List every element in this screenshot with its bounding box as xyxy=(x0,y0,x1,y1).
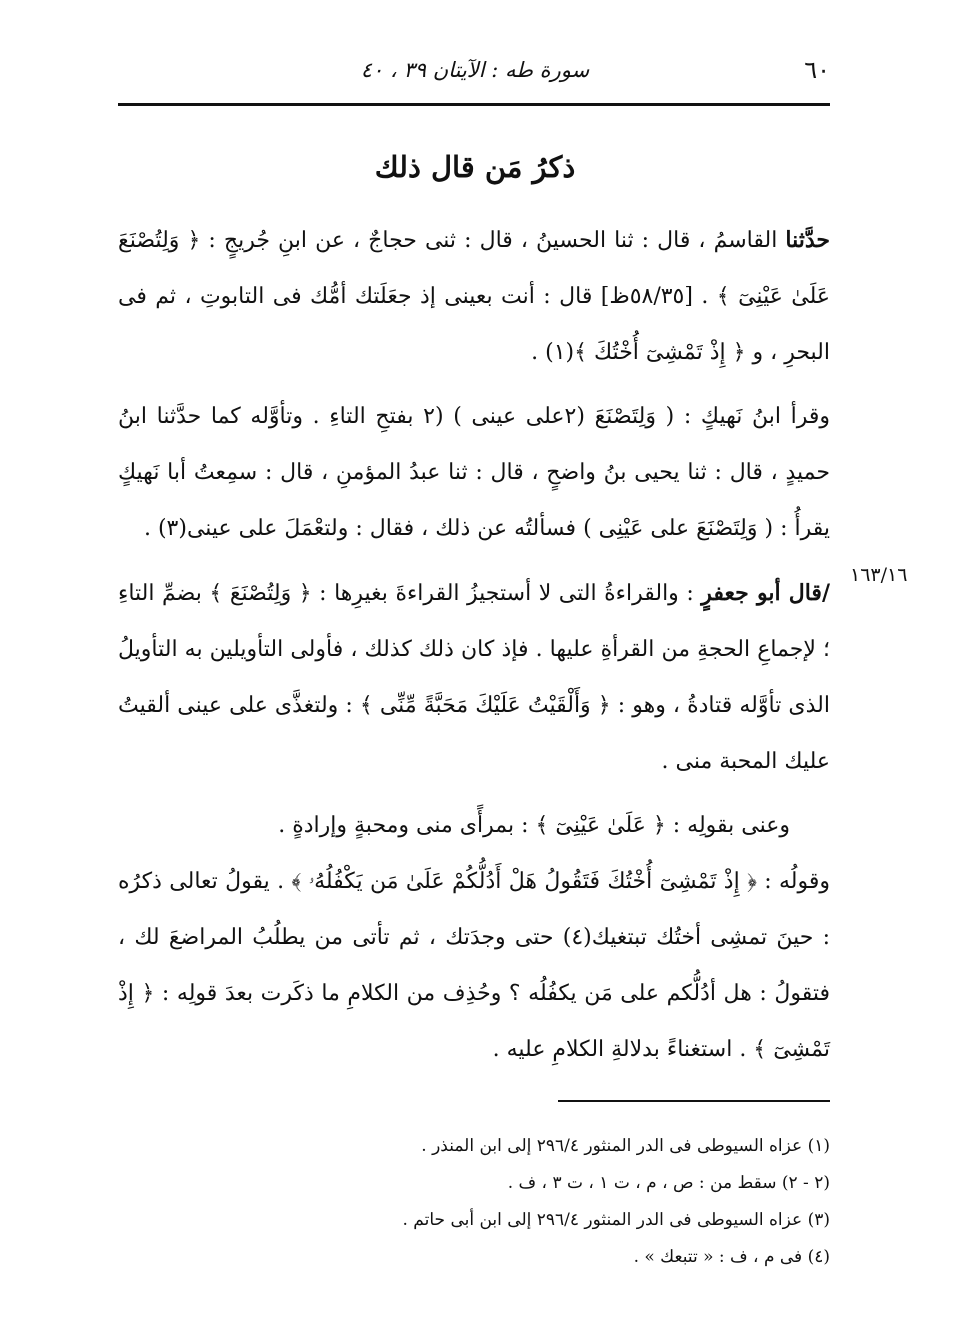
paragraph-text: : والقراءةُ التى لا أستجيزُ القراءةَ بغيرِها : ﴿ وَلِتُصْنَعَ ﴾ بضمِّ التاءِ ؛ لإجماعِ الحجةِ من القرأةِ عليها . فإذ كان ذلك كذلك ، فأولى التأويلين به التأويلُ الذى تأوَّله قتادةُ ، وهو : ﴿ وَأَلْقَيْتُ عَلَيْكَ مَحَبَّةً مِّنِّى ﴾ : ولتغذَّى على عينى ألقيتُ عليك المحبة منى . xyxy=(118,581,830,774)
paragraph-text: وعنى بقولِه : ﴿ عَلَىٰ عَيْنِىٓ ﴾ : بمرأًى منى ومحبةٍ وإرادةٍ . xyxy=(278,813,790,838)
footnote-rule xyxy=(558,1100,830,1102)
footnote: (٢ - ٢) سقط من : ص ، م ، ت ١ ، ت ٣ ، ف . xyxy=(507,1173,830,1193)
paragraph xyxy=(118,854,830,1078)
running-header xyxy=(120,52,830,92)
header-title: سورة طه : الآيتان ٣٩ ، ٤٠ xyxy=(360,58,590,82)
margin-reference: ١٦٣/١٦ xyxy=(850,564,908,586)
footnotes xyxy=(118,1128,830,1276)
footnote: (٤) فى م ، ف : « تتبعك » . xyxy=(633,1247,830,1267)
header-rule xyxy=(118,103,830,106)
footnote: (٣) عزاه السيوطى فى الدر المنثور ٢٩٦/٤ إلى ابن أبى حاتم . xyxy=(402,1210,830,1230)
section-heading: ذكرُ مَن قال ذلك xyxy=(374,150,576,184)
paragraph xyxy=(118,212,830,381)
body-text xyxy=(118,212,830,1078)
paragraph-text: وقولُه : ﴿ إِذْ تَمْشِىٓ أُخْتُكَ فَتَقُولُ هَلْ أَدُلُّكُمْ عَلَىٰ مَن يَكْفُلُهُۥ ﴾ . يقولُ تعالى ذكرُه : حينَ تمشِى أختُك تبتغيك(٤) حتى وجدَتك ، ثم تأتى من يطلُبُ المراضعَ لك ، فتقولُ : هل أدُلُّكم على مَن يكفُلُه ؟ وحُذِف من الكلامِ ما ذكَرت بعدَ قولِه : ﴿ إِذْ تَمْشِىٓ ﴾ . استغناءً بدلالةِ الكلامِ عليه . xyxy=(118,869,830,1062)
paragraph-lead: حدَّثنا xyxy=(785,227,830,253)
paragraph xyxy=(118,565,830,790)
paragraph xyxy=(118,389,830,557)
paragraph-text: وقرأ ابنُ نَهيكٍ : ( وَلِتَصْنَعَ (٢على عينى ) (٢ بفتحِ التاءِ . وتأوَّله كما حدَّثنا ابنُ حميدٍ ، قال : ثنا يحيى بنُ واضحٍ ، قال : ثنا عبدُ المؤمنِ ، قال : سمِعتُ أبا نَهيكٍ يقرأُ : ( وَلِتَصْنَعَ على عَيْنِى ) فسألتُه عن ذلك ، فقال : ولتعْمَلَ على عينى(٣) . xyxy=(118,404,830,541)
paragraph xyxy=(118,798,830,854)
paragraph-text: القاسمُ ، قال : ثنا الحسينُ ، قال : ثنى حجاجٌ ، عن ابنِ جُريجٍ : ﴿ وَلِتُصْنَعَ عَلَىٰ عَيْنِىٓ ﴾ . [٥٨/٣٥ظ] قال : أنت بعينى إذ جعَلَتك أمُّك فى التابوتِ ، ثم فى البحرِ ، و ﴿ إِذْ تَمْشِىٓ أُخْتُكَ ﴾(١) . xyxy=(118,228,830,365)
page-number: ٦٠ xyxy=(804,56,830,84)
footnote: (١) عزاه السيوطى فى الدر المنثور ٢٩٦/٤ إلى ابن المنذر . xyxy=(421,1136,830,1156)
paragraph-lead: /قال أبو جعفرٍ xyxy=(701,580,830,606)
